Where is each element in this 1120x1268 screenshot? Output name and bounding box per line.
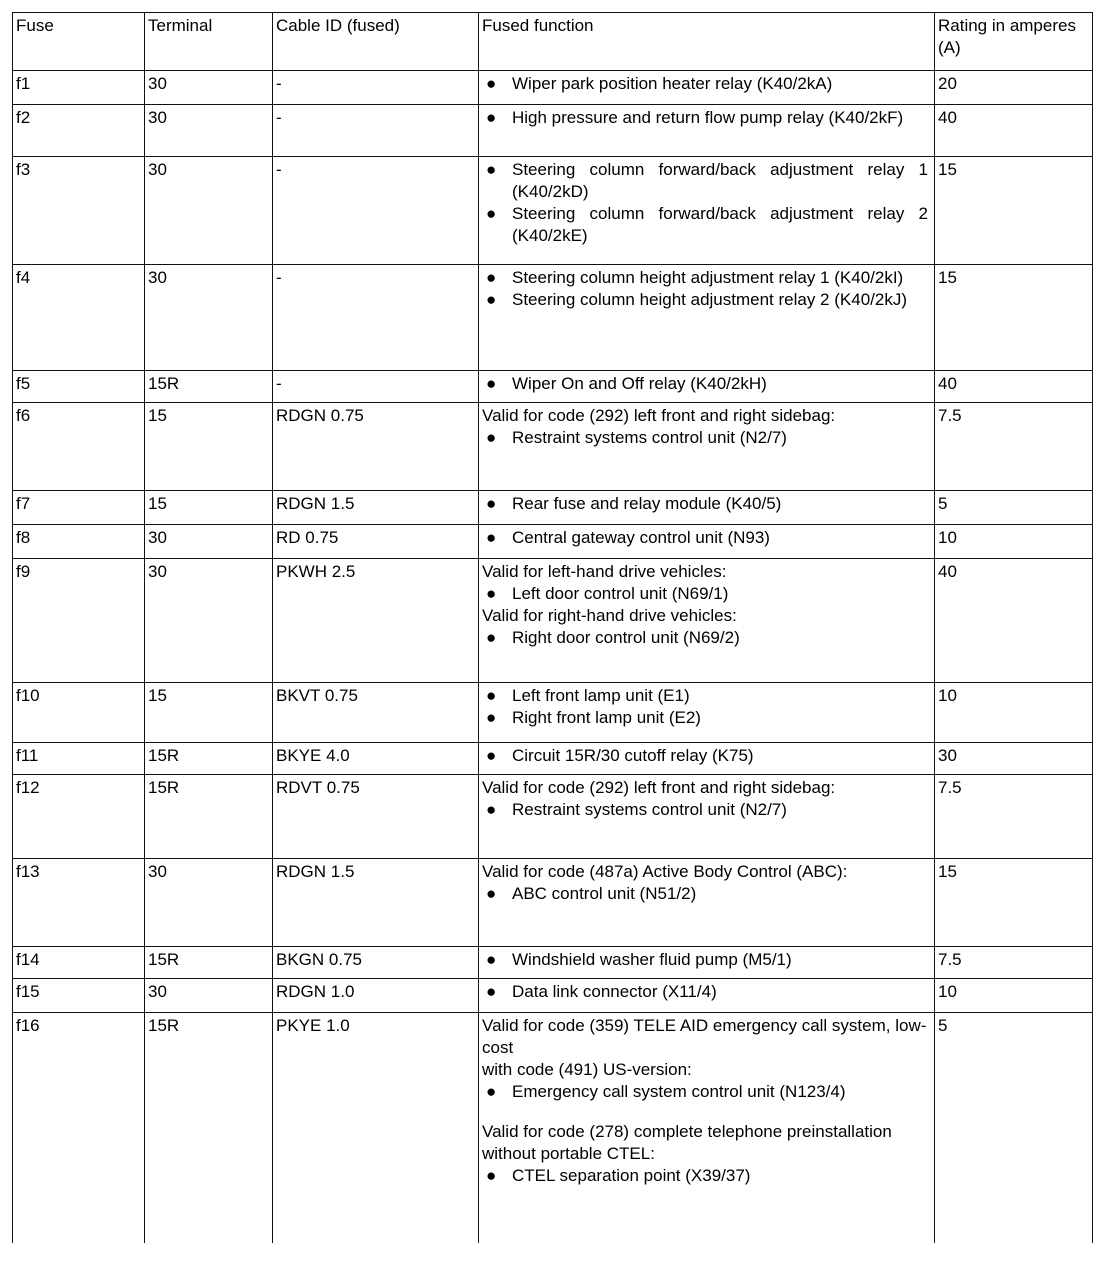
fused-function-cell [479, 403, 935, 491]
function-bullet-text: Left front lamp unit (E1) [512, 686, 690, 705]
function-bullet-item [482, 289, 928, 311]
table-row [13, 525, 1093, 559]
fuse-id-cell: f11 [13, 743, 145, 775]
function-bullet-item [482, 373, 928, 395]
terminal-cell: 15R [145, 743, 273, 775]
function-bullet-text: Restraint systems control unit (N2/7) [512, 800, 787, 819]
function-bullet-item [482, 583, 928, 605]
bullet-dot-icon: ● [486, 884, 497, 903]
rating-amperes-cell: 5 [935, 1013, 1093, 1243]
function-bullet-item [482, 685, 928, 707]
function-bullet-text: Left door control unit (N69/1) [512, 584, 729, 603]
rating-amperes-cell: 20 [935, 71, 1093, 105]
function-bullet-item [482, 159, 928, 203]
function-condition-text: Valid for code (292) left front and right sidebag: [482, 406, 836, 425]
fused-function-cell [479, 559, 935, 683]
rating-amperes-cell: 15 [935, 859, 1093, 947]
terminal-cell: 30 [145, 559, 273, 683]
table-row [13, 265, 1093, 371]
function-bullet-item [482, 981, 928, 1003]
function-bullet-text: Emergency call system control unit (N123/4) [512, 1082, 846, 1101]
rating-amperes-cell: 7.5 [935, 403, 1093, 491]
function-bullet-text: Wiper On and Off relay (K40/2kH) [512, 374, 767, 393]
fuse-id-cell: f6 [13, 403, 145, 491]
bullet-dot-icon: ● [486, 982, 497, 1001]
fuse-id-cell: f1 [13, 71, 145, 105]
bullet-dot-icon: ● [486, 290, 497, 309]
function-condition-text: Valid for code (278) complete telephone preinstallation without portable CTEL: [482, 1122, 892, 1163]
rating-amperes-cell: 40 [935, 371, 1093, 403]
fused-function-cell [479, 371, 935, 403]
cable-id-cell: - [273, 105, 479, 157]
fuse-id-cell: f5 [13, 371, 145, 403]
function-bullet-text: ABC control unit (N51/2) [512, 884, 697, 903]
fuse-id-cell: f2 [13, 105, 145, 157]
rating-amperes-cell: 40 [935, 559, 1093, 683]
function-bullet-text: Steering column forward/back adjustment relay 1 (K40/2kD) [512, 160, 928, 201]
table-row [13, 1013, 1093, 1243]
terminal-cell: 15R [145, 947, 273, 979]
cable-id-cell: BKGN 0.75 [273, 947, 479, 979]
fused-function-cell [479, 775, 935, 859]
bullet-dot-icon: ● [486, 1166, 497, 1185]
function-bullet-text: Central gateway control unit (N93) [512, 528, 770, 547]
bullet-dot-icon: ● [486, 494, 497, 513]
function-condition-text: with code (491) US-version: [482, 1060, 692, 1079]
function-bullet-item [482, 427, 928, 449]
column-header-cable-id: Cable ID (fused) [273, 13, 479, 71]
rating-amperes-cell: 10 [935, 683, 1093, 743]
terminal-cell: 15 [145, 491, 273, 525]
fuse-id-cell: f3 [13, 157, 145, 265]
bullet-dot-icon: ● [486, 746, 497, 765]
bullet-dot-icon: ● [486, 528, 497, 547]
fused-function-cell [479, 105, 935, 157]
cable-id-cell: RDVT 0.75 [273, 775, 479, 859]
cable-id-cell: RDGN 1.5 [273, 859, 479, 947]
cable-id-cell: - [273, 265, 479, 371]
terminal-cell: 30 [145, 105, 273, 157]
function-condition-text: Valid for code (487a) Active Body Control (ABC): [482, 862, 848, 881]
terminal-cell: 15R [145, 371, 273, 403]
function-condition-text: Valid for code (359) TELE AID emergency call system, low-cost [482, 1016, 927, 1057]
rating-amperes-cell: 5 [935, 491, 1093, 525]
bullet-dot-icon: ● [486, 708, 497, 727]
fuse-id-cell: f12 [13, 775, 145, 859]
column-header-fuse: Fuse [13, 13, 145, 71]
function-bullet-text: Wiper park position heater relay (K40/2kA) [512, 74, 833, 93]
terminal-cell: 15R [145, 1013, 273, 1243]
fused-function-cell [479, 1013, 935, 1243]
function-bullet-item [482, 745, 928, 767]
function-bullet-item [482, 73, 928, 95]
fused-function-cell [479, 979, 935, 1013]
bullet-dot-icon: ● [486, 1082, 497, 1101]
terminal-cell: 30 [145, 525, 273, 559]
function-spacer [482, 1103, 928, 1121]
bullet-dot-icon: ● [486, 204, 497, 223]
cable-id-cell: RDGN 1.5 [273, 491, 479, 525]
terminal-cell: 30 [145, 157, 273, 265]
fused-function-cell [479, 491, 935, 525]
cable-id-cell: RDGN 0.75 [273, 403, 479, 491]
function-bullet-item [482, 949, 928, 971]
fuse-id-cell: f14 [13, 947, 145, 979]
function-bullet-item [482, 627, 928, 649]
fused-function-cell [479, 157, 935, 265]
bullet-dot-icon: ● [486, 584, 497, 603]
fused-function-cell [479, 683, 935, 743]
fuse-id-cell: f15 [13, 979, 145, 1013]
fuse-id-cell: f10 [13, 683, 145, 743]
fused-function-cell [479, 859, 935, 947]
bullet-dot-icon: ● [486, 74, 497, 93]
function-condition-text: Valid for left-hand drive vehicles: [482, 562, 727, 581]
fuse-table-body [13, 71, 1093, 1243]
fuse-id-cell: f4 [13, 265, 145, 371]
bullet-dot-icon: ● [486, 800, 497, 819]
column-header-rating: Rating in amperes (A) [935, 13, 1093, 71]
rating-amperes-cell: 7.5 [935, 775, 1093, 859]
rating-amperes-cell: 15 [935, 157, 1093, 265]
cable-id-cell: PKWH 2.5 [273, 559, 479, 683]
cable-id-cell: RD 0.75 [273, 525, 479, 559]
table-header-row [13, 13, 1093, 71]
function-bullet-text: Steering column forward/back adjustment relay 2 (K40/2kE) [512, 204, 928, 245]
column-header-fused-function: Fused function [479, 13, 935, 71]
function-bullet-text: Right door control unit (N69/2) [512, 628, 740, 647]
fuse-table-sheet [12, 12, 1092, 1243]
fused-function-cell [479, 265, 935, 371]
fuse-id-cell: f8 [13, 525, 145, 559]
function-condition-text: Valid for code (292) left front and right sidebag: [482, 778, 836, 797]
column-header-terminal: Terminal [145, 13, 273, 71]
table-row [13, 71, 1093, 105]
function-bullet-item [482, 799, 928, 821]
function-bullet-item [482, 267, 928, 289]
table-row [13, 403, 1093, 491]
rating-amperes-cell: 7.5 [935, 947, 1093, 979]
cable-id-cell: - [273, 371, 479, 403]
terminal-cell: 15 [145, 403, 273, 491]
function-bullet-item [482, 707, 928, 729]
function-bullet-item [482, 493, 928, 515]
rating-amperes-cell: 40 [935, 105, 1093, 157]
function-bullet-text: Data link connector (X11/4) [512, 982, 717, 1001]
bullet-dot-icon: ● [486, 268, 497, 287]
bullet-dot-icon: ● [486, 628, 497, 647]
function-condition-text: Valid for right-hand drive vehicles: [482, 606, 737, 625]
bullet-dot-icon: ● [486, 160, 497, 179]
bullet-dot-icon: ● [486, 686, 497, 705]
terminal-cell: 30 [145, 859, 273, 947]
bullet-dot-icon: ● [486, 950, 497, 969]
function-bullet-item [482, 883, 928, 905]
rating-amperes-cell: 30 [935, 743, 1093, 775]
function-bullet-item [482, 1165, 928, 1187]
table-row [13, 371, 1093, 403]
table-row [13, 559, 1093, 683]
bullet-dot-icon: ● [486, 108, 497, 127]
cable-id-cell: RDGN 1.0 [273, 979, 479, 1013]
function-bullet-text: Restraint systems control unit (N2/7) [512, 428, 787, 447]
function-bullet-text: Circuit 15R/30 cutoff relay (K75) [512, 746, 754, 765]
fuse-id-cell: f16 [13, 1013, 145, 1243]
table-row [13, 743, 1093, 775]
rating-amperes-cell: 10 [935, 979, 1093, 1013]
fused-function-cell [479, 743, 935, 775]
function-bullet-text: Rear fuse and relay module (K40/5) [512, 494, 782, 513]
cable-id-cell: - [273, 71, 479, 105]
function-bullet-text: Right front lamp unit (E2) [512, 708, 701, 727]
cable-id-cell: BKVT 0.75 [273, 683, 479, 743]
table-row [13, 947, 1093, 979]
rating-amperes-cell: 15 [935, 265, 1093, 371]
bullet-dot-icon: ● [486, 428, 497, 447]
table-row [13, 683, 1093, 743]
cable-id-cell: PKYE 1.0 [273, 1013, 479, 1243]
terminal-cell: 30 [145, 979, 273, 1013]
function-bullet-text: High pressure and return flow pump relay (K40/2kF) [512, 108, 904, 127]
fused-function-cell [479, 525, 935, 559]
terminal-cell: 15R [145, 775, 273, 859]
table-row [13, 491, 1093, 525]
table-row [13, 105, 1093, 157]
fused-function-cell [479, 947, 935, 979]
cable-id-cell: - [273, 157, 479, 265]
terminal-cell: 30 [145, 71, 273, 105]
function-bullet-text: Windshield washer fluid pump (M5/1) [512, 950, 792, 969]
terminal-cell: 30 [145, 265, 273, 371]
cable-id-cell: BKYE 4.0 [273, 743, 479, 775]
bullet-dot-icon: ● [486, 374, 497, 393]
table-row [13, 775, 1093, 859]
fuse-id-cell: f9 [13, 559, 145, 683]
function-bullet-text: CTEL separation point (X39/37) [512, 1166, 751, 1185]
fused-function-cell [479, 71, 935, 105]
function-bullet-item [482, 203, 928, 247]
function-bullet-text: Steering column height adjustment relay 1 (K40/2kI) [512, 268, 904, 287]
function-bullet-item [482, 1081, 928, 1103]
function-bullet-item [482, 107, 928, 129]
table-row [13, 859, 1093, 947]
terminal-cell: 15 [145, 683, 273, 743]
fuse-allocation-table [12, 12, 1093, 1243]
fuse-id-cell: f13 [13, 859, 145, 947]
table-row [13, 157, 1093, 265]
table-row [13, 979, 1093, 1013]
fuse-id-cell: f7 [13, 491, 145, 525]
function-bullet-text: Steering column height adjustment relay 2 (K40/2kJ) [512, 290, 907, 309]
rating-amperes-cell: 10 [935, 525, 1093, 559]
function-bullet-item [482, 527, 928, 549]
